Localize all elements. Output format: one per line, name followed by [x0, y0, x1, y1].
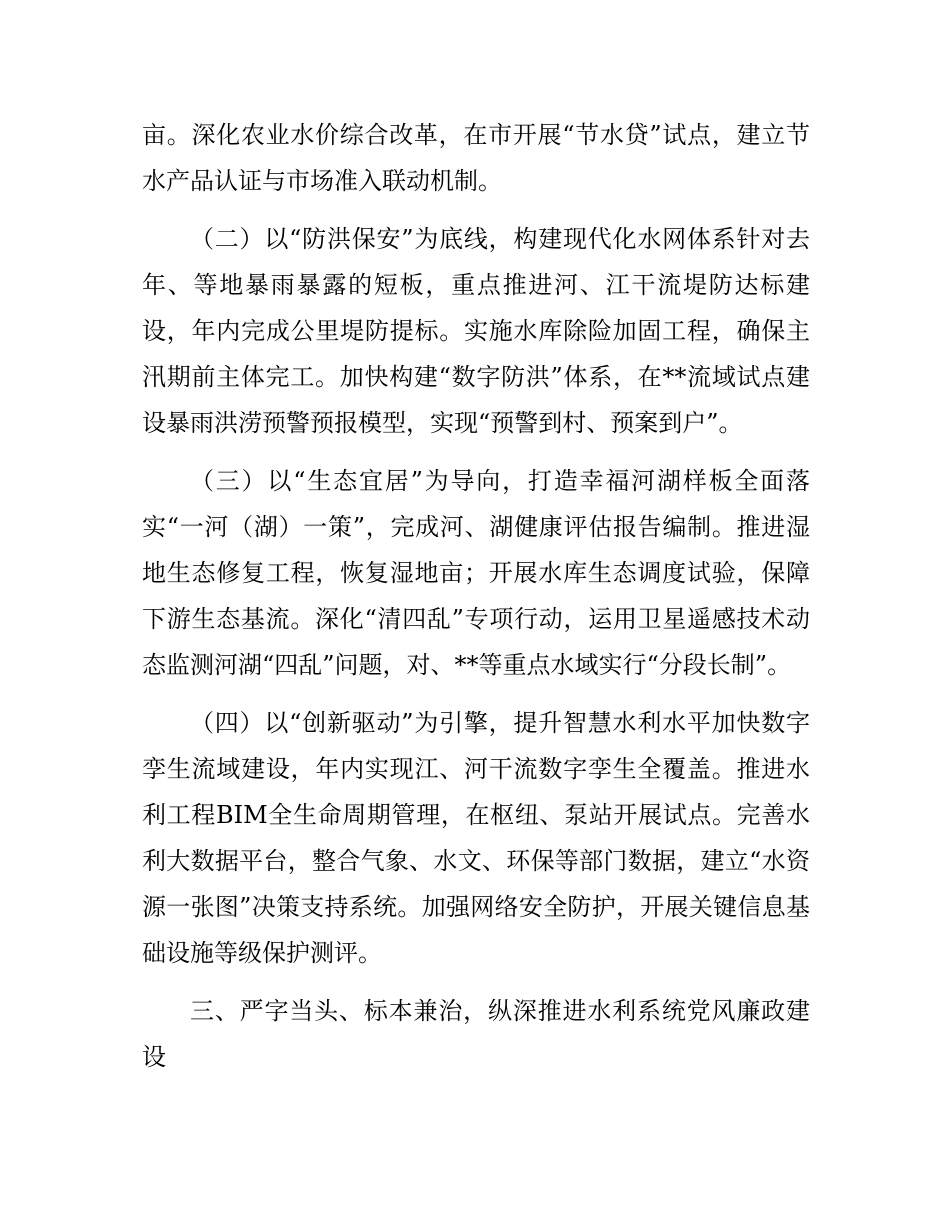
paragraph-innovation: （四）以“创新驱动”为引擎，提升智慧水利水平加快数字孪生流域建设，年内实现江、河干流数字孪生全覆盖。推进水利工程BIM全生命周期管理，在枢纽、泵站开展试点。完善水利大数据平台，整合气象、水文、环保等部门数据，建立“水资源一张图”决策支持系统。加强网络安全防护，开展关键信息基础设施等级保护测评。: [142, 709, 810, 967]
document-body: [142, 112, 810, 1080]
paragraph-continuation: 亩。深化农业水价综合改革，在市开展“节水贷”试点，建立节水产品认证与市场准入联动机制。: [142, 121, 810, 195]
section-heading-integrity: 三、严字当头、标本兼治，纵深推进水利系统党风廉政建设: [142, 997, 810, 1071]
paragraph-flood-control: （二）以“防洪保安”为底线，构建现代化水网体系针对去年、等地暴雨暴露的短板，重点推进河、江干流堤防达标建设，年内完成公里堤防提标。实施水库除险加固工程，确保主汛期前主体完工。加快构建“数字防洪”体系，在**流域试点建设暴雨洪涝预警预报模型，实现“预警到村、预案到户”。: [142, 225, 810, 437]
paragraph-ecology: （三）以“生态宜居”为导向，打造幸福河湖样板全面落实“一河（湖）一策”，完成河、湖健康评估报告编制。推进湿地生态修复工程，恢复湿地亩；开展水库生态调度试验，保障下游生态基流。深化“清四乱”专项行动，运用卫星遥感技术动态监测河湖“四乱”问题，对、**等重点水域实行“分段长制”。: [142, 467, 810, 679]
